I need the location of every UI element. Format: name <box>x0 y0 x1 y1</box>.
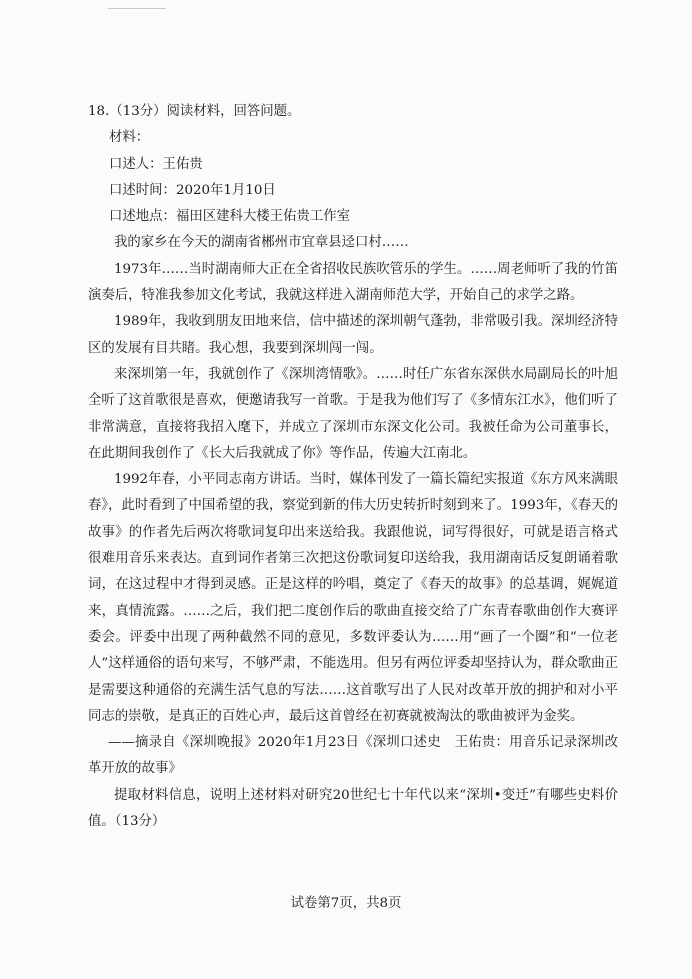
material-paragraph: 来深圳第一年，我就创作了《深圳湾情歌》。……时任广东省东深供水局副局长的叶旭全听了这首歌很是喜欢，便邀请我写一首歌。于是我为他们写了《多情东江水》，他们听了非常满意，直接将我招入麾下，并成立了深圳市东深文化公司。我被任命为公司董事长，在此期间我创作了《长大后我就成了你》等作品，传遍大江南北。 <box>88 366 618 461</box>
question-block <box>88 99 618 835</box>
question-points: （13分） <box>109 104 167 119</box>
scan-mark <box>108 8 166 9</box>
interview-narrator: 口述人：王佑贵 <box>109 156 203 172</box>
material-paragraph: 我的家乡在今天的湖南省郴州市宜章县迳口村…… <box>114 235 409 251</box>
question-number: 18. <box>88 104 110 119</box>
question-instruction: 阅读材料，回答问题。 <box>166 104 301 119</box>
material-paragraph: 1992年春，小平同志南方讲话。当时，媒体刊发了一篇长篇纪实报道《东方风来满眼春》，此时看到了中国希望的我，察觉到新的伟大历史转折时刻到来了。1993年，《春天的故事》的作者先后两次将歌词复印出来送给我。我跟他说，词写得很好，可就是语言格式很难用音乐来表达。直到词作者第三次把这份歌词复印送给我，我用湖南话反复朗诵着歌词，在这过程中才得到灵感。正是这样的吟唱，奠定了《春天的故事》的总基调，娓娓道来，真情流露。……之后，我们把二度创作后的歌曲直接交给了广东青春歌曲创作大赛评委会。评委中出现了两种截然不同的意见，多数评委认为……用“画了一个圈”和“一位老人”这样通俗的语句来写，不够严肃，不能选用。但另有两位评委却坚持认为，群众歌曲正是需要这种通俗的充满生活气息的写法……这首歌写出了人民对改革开放的拥护和对小平同志的崇敬，是真正的百姓心声，最后这首曾经在初赛就被淘汰的歌曲被评为金奖。 <box>88 472 618 724</box>
interview-time: 口述时间：2020年1月10日 <box>109 182 276 198</box>
material-label: 材料： <box>109 130 150 146</box>
material-paragraph: 1989年，我收到朋友田地来信，信中描述的深圳朝气蓬勃，非常吸引我。深圳经济特区的发展有目共睹。我心想，我要到深圳闯一闯。 <box>88 314 618 356</box>
source-citation: ——摘录自《深圳晚报》2020年1月23日《深圳口述史 王佑贵：用音乐记录深圳改革开放的故事》 <box>88 735 618 777</box>
page-footer: 试卷第7页，共8页 <box>290 896 402 911</box>
question-header <box>88 99 618 125</box>
task-prompt: 提取材料信息，说明上述材料对研究20世纪七十年代以来“深圳•变迁”有哪些史料价值。（13分） <box>88 787 618 830</box>
interview-place: 口述地点：福田区建科大楼王佑贵工作室 <box>109 209 351 225</box>
material-paragraph: 1973年……当时湖南师大正在全省招收民族吹管乐的学生。……周老师听了我的竹笛演奏后，特准我参加文化考试，我就这样进入湖南师范大学，开始自己的求学之路。 <box>88 261 618 304</box>
